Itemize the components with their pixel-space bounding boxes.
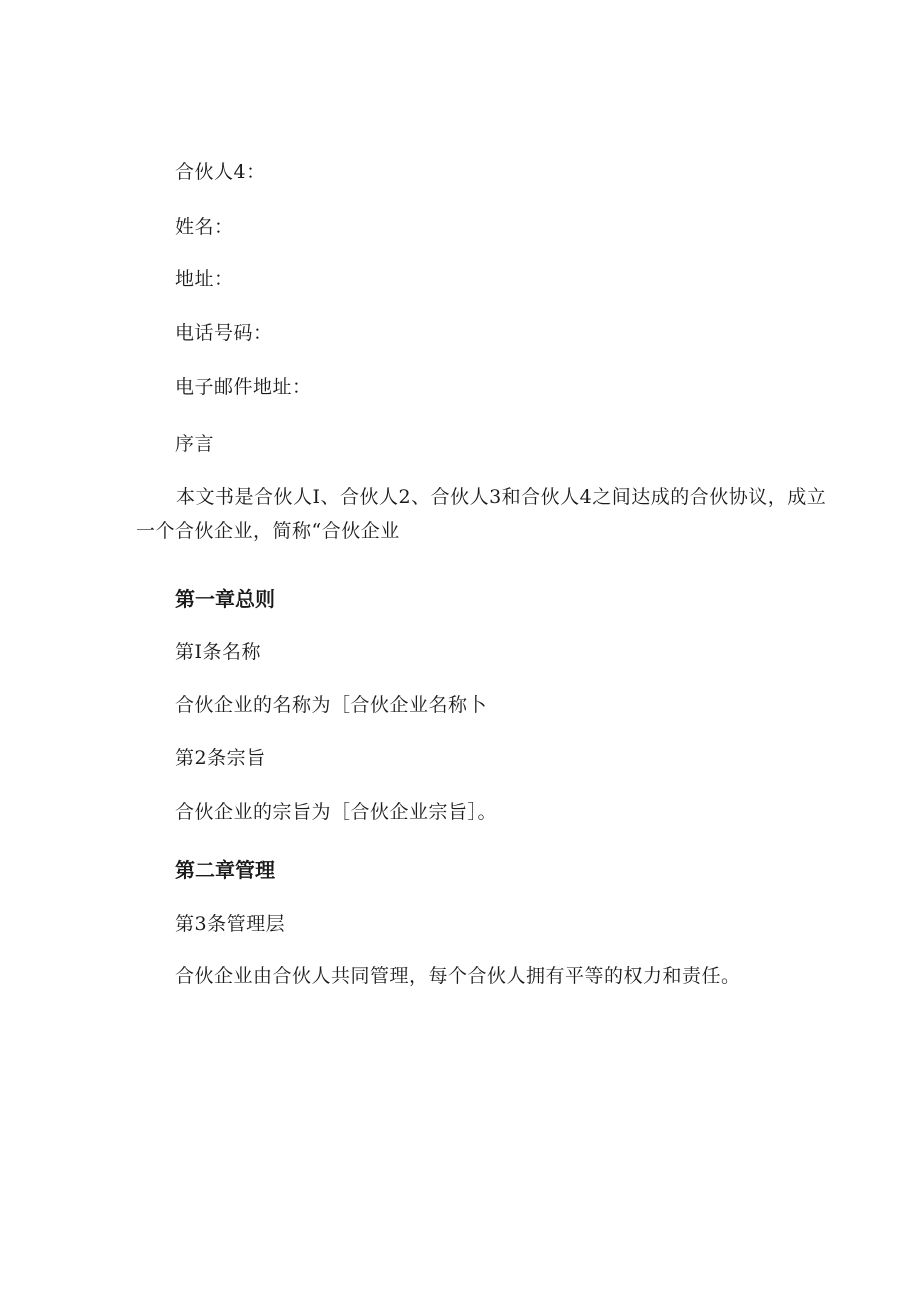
article2-title: 第2条宗旨 [175,747,266,769]
preamble-body-line1: 本文书是合伙人I、合伙人2、合伙人3和合伙人4之间达成的合伙协议，成立 [176,486,827,508]
phone-field-label: 电话号码： [175,322,273,344]
article1-text: 合伙企业的名称为［合伙企业名称卜 [175,694,488,716]
preamble-body-line2: 一个合伙企业，简称“合伙企业 [136,520,400,542]
preamble-title: 序言 [175,433,215,455]
chapter2-heading: 第二章管理 [175,858,275,882]
email-field-label: 电子邮件地址： [175,376,312,398]
partner4-label: 合伙人4： [175,161,266,183]
article3-title: 第3条管理层 [175,913,286,935]
name-field-label: 姓名： [175,216,234,238]
chapter1-heading: 第一章总则 [175,587,275,611]
article1-title: 第I条名称 [175,641,262,663]
preamble-body [136,484,827,544]
article3-text: 合伙企业由合伙人共同管理，每个合伙人拥有平等的权力和责任。 [175,965,741,987]
article2-text: 合伙企业的宗旨为［合伙企业宗旨］。 [175,801,498,823]
address-field-label: 地址： [175,268,234,290]
